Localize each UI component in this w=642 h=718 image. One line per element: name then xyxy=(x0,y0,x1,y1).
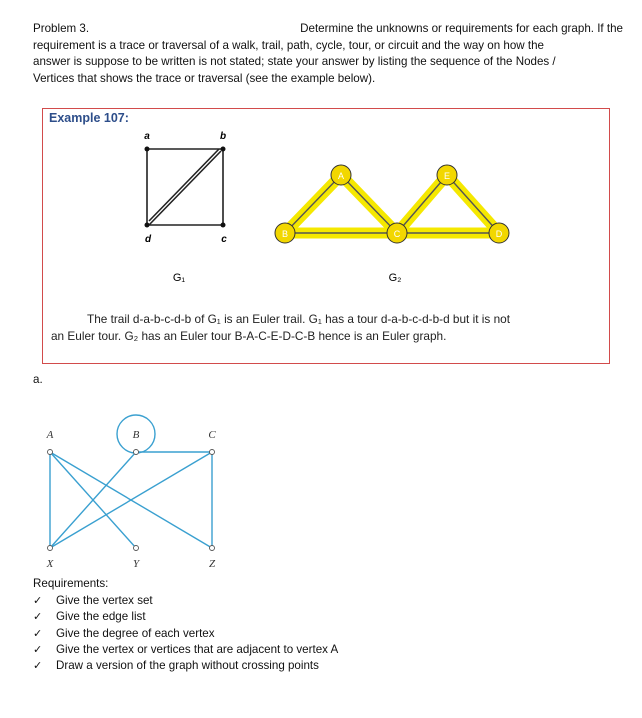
requirement-text: Give the degree of each vertex xyxy=(56,626,215,640)
part-a-node xyxy=(134,546,139,551)
g2-vertex-label: C xyxy=(393,229,401,239)
part-a-graph xyxy=(0,390,300,576)
g1-node xyxy=(221,223,226,228)
g1-vertex-label: a xyxy=(144,131,150,142)
intro-line: Vertices that shows the trace or traversal (see the example below). xyxy=(33,71,376,85)
requirement-item xyxy=(33,609,338,625)
intro-line: answer is suppose to be written is not stated; state your answer by listing the sequence of the Nodes / xyxy=(33,55,556,68)
example-label: Example 107: xyxy=(49,111,129,125)
requirement-item xyxy=(33,593,338,609)
g2-node xyxy=(275,223,295,243)
checkmark-icon: ✓ xyxy=(33,660,43,673)
part-a-label: a. xyxy=(33,373,43,386)
g1-node xyxy=(145,147,150,152)
g2-node xyxy=(489,223,509,243)
caption-text: The trail d-a-b-c-d-b of G₁ is an Euler trail. G₁ has a tour d-a-b-c-d-b-d but it is not xyxy=(87,312,510,326)
g2-node xyxy=(387,223,407,243)
example-caption xyxy=(51,311,601,345)
g1-node xyxy=(221,147,226,152)
example-graphs xyxy=(43,109,608,309)
checkmark-icon: ✓ xyxy=(33,595,43,607)
problem-number: Problem 3. xyxy=(33,22,90,35)
part-a-node xyxy=(48,450,53,455)
part-a-vertex-label: B xyxy=(132,429,140,441)
example-box xyxy=(42,108,610,364)
part-a-vertex-label: A xyxy=(46,429,54,441)
requirement-item xyxy=(33,658,338,674)
part-a-node xyxy=(134,450,139,455)
requirement-text: Give the edge list xyxy=(56,610,146,624)
g2-name: G₂ xyxy=(388,272,402,284)
g1-name: G₁ xyxy=(172,272,186,284)
intro-line: requirement is a trace or traversal of a walk, trail, path, cycle, tour, or circuit and the way on how the xyxy=(33,38,545,52)
part-a-vertex-label: Y xyxy=(132,558,140,570)
part-a-vertex-label: C xyxy=(208,429,216,441)
g2-vertex-label: A xyxy=(337,171,345,181)
part-a-vertex-label: Z xyxy=(208,558,216,570)
g2-vertex-label: E xyxy=(443,171,451,181)
intro-first-line xyxy=(33,21,623,38)
g1-vertex-label: d xyxy=(144,234,152,245)
g1-edge xyxy=(149,149,219,221)
requirement-text: Give the vertex set xyxy=(56,594,153,607)
checkmark-icon: ✓ xyxy=(33,627,43,640)
g2-node xyxy=(331,165,351,185)
g1-node xyxy=(145,223,150,228)
requirements-list xyxy=(33,593,338,674)
requirement-text: Give the vertex or vertices that are adjacent to vertex A xyxy=(56,642,339,656)
caption-line: an Euler tour. G₂ has an Euler tour B-A-C-E-D-C-B hence is an Euler graph. xyxy=(51,329,447,343)
problem-heading: Determine the unknowns or requirements for each graph. If the xyxy=(300,22,623,35)
part-a-node xyxy=(210,450,215,455)
caption-line xyxy=(51,311,601,328)
g1-edge xyxy=(149,151,221,225)
checkmark-icon: ✓ xyxy=(33,643,43,656)
checkmark-icon: ✓ xyxy=(33,611,43,624)
graph-g1 xyxy=(144,131,227,284)
part-a-node xyxy=(210,546,215,551)
requirements-title: Requirements: xyxy=(33,577,109,590)
g1-vertex-label: b xyxy=(219,131,227,142)
requirement-item xyxy=(33,626,338,642)
requirement-text: Draw a version of the graph without crossing points xyxy=(56,659,319,673)
part-a-node xyxy=(48,546,53,551)
g2-vertex-label: B xyxy=(281,229,289,239)
graph-g2 xyxy=(275,165,509,284)
requirement-item xyxy=(33,642,338,658)
part-a-edges xyxy=(50,415,212,548)
g1-vertex-label: c xyxy=(221,234,227,245)
g2-node xyxy=(437,165,457,185)
problem-intro xyxy=(33,21,623,87)
part-a-vertex-label: X xyxy=(46,558,54,570)
g2-vertex-label: D xyxy=(495,229,503,239)
